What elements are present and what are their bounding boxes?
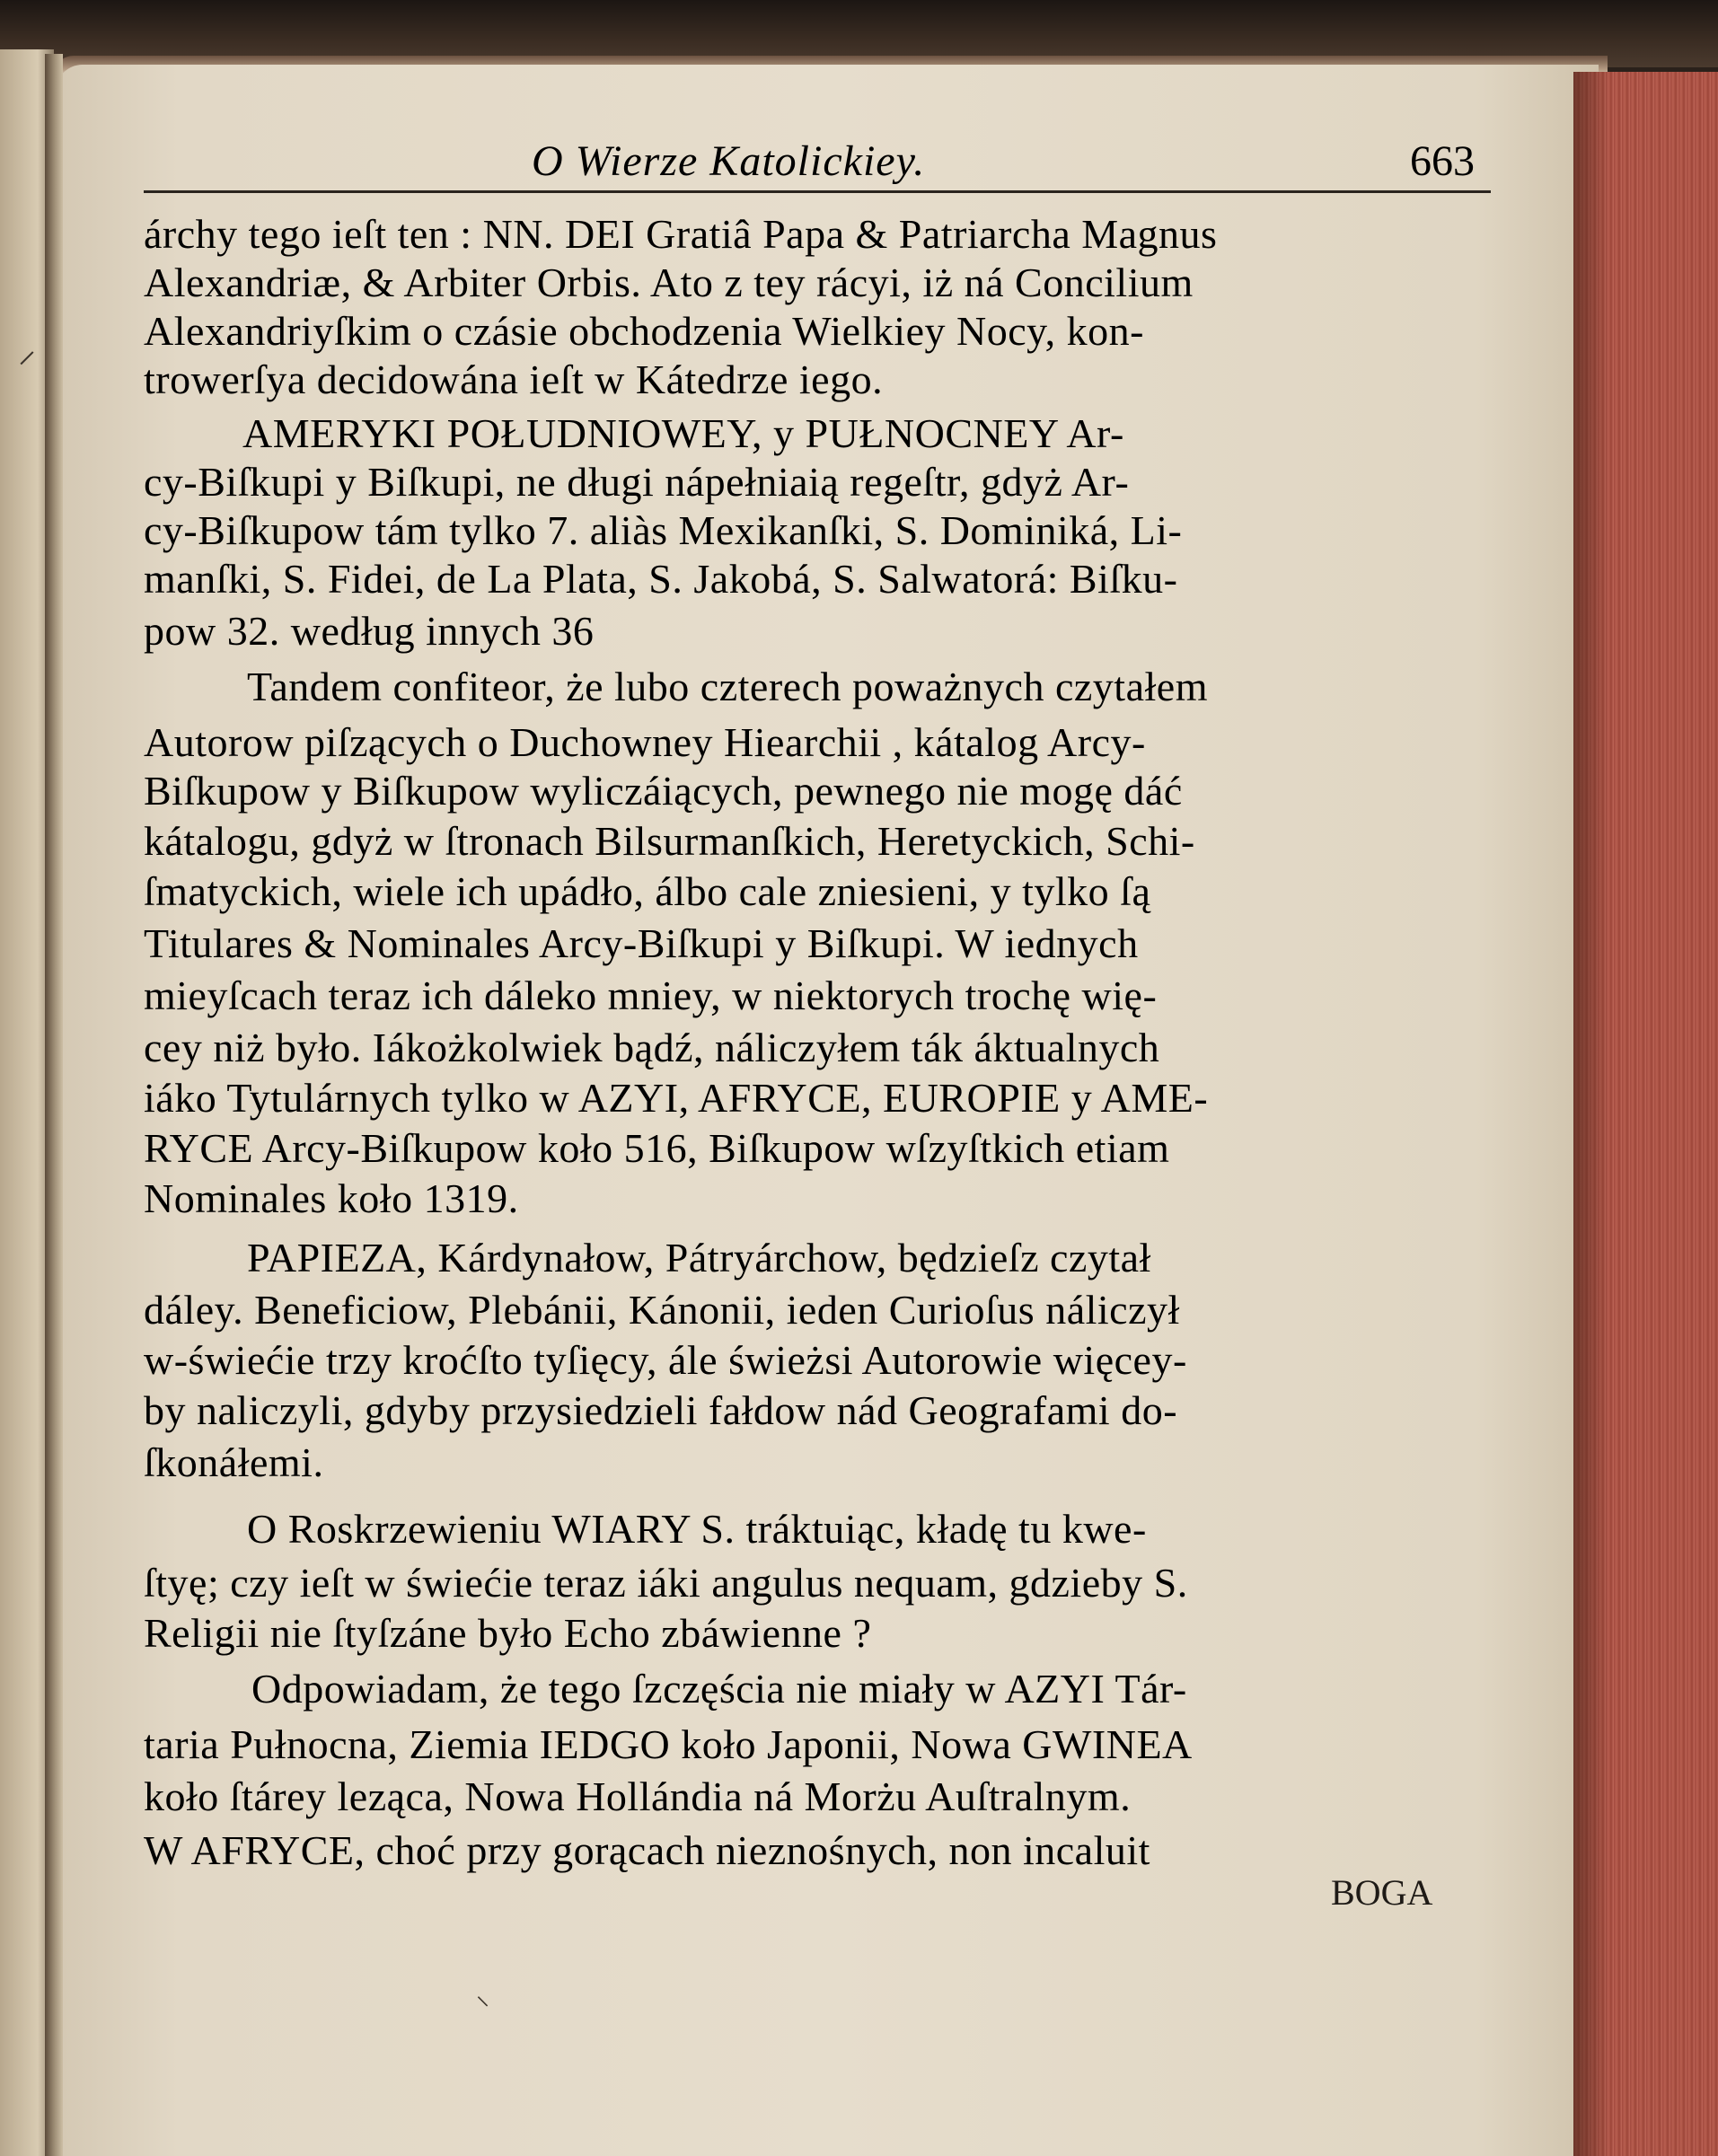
book-gutter <box>45 54 63 2156</box>
text-line: manſki, S. Fidei, de La Plata, S. Jakobá, S. Salwatorá: Biſku- <box>144 556 1178 602</box>
text-line: ſtyę; czy ieſt w świećie teraz iáki angulus nequam, gdzieby S. <box>144 1560 1188 1606</box>
page-number: 663 <box>1410 137 1475 185</box>
text-line: Tandem confiteor, że lubo czterech poważnych czytałem <box>247 664 1208 709</box>
text-line: iáko Tytulárnych tylko w AZYI, AFRYCE, EUROPIE y AME- <box>144 1075 1209 1121</box>
text-line: taria Pułnocna, Ziemia IEDGO koło Japonii, Nowa GWINEA <box>144 1721 1193 1767</box>
running-head <box>144 136 1491 190</box>
text-line: Odpowiadam, że tego ſzczęścia nie miały w AZYI Tár- <box>251 1666 1187 1712</box>
text-line: Autorow piſzących o Duchowney Hiearchii , kátalog Arcy- <box>144 719 1146 765</box>
text-line: trowerſya decidowána ieſt w Kátedrze iego. <box>144 356 884 402</box>
text-line: Religii nie ſtyſzáne było Echo zbáwienne ? <box>144 1610 872 1656</box>
page-block-shadow <box>1573 72 1609 2156</box>
text-line: ſkonáłemi. <box>144 1439 324 1485</box>
header-rule <box>144 190 1491 193</box>
margin-mark: ⸝ <box>18 330 36 370</box>
text-line: Biſkupow y Biſkupow wyliczáiących, pewnego nie mogę dáć <box>144 768 1183 814</box>
text-line: Alexandriæ, & Arbiter Orbis. Ato z tey rácyi, iż ná Concilium <box>144 260 1194 305</box>
text-line: w-świećie trzy kroćſto tyſięcy, ále świeżsi Autorowie więcey- <box>144 1337 1187 1383</box>
text-line: ſmatyckich, wiele ich upádło, álbo cale zniesieni, y tylko ſą <box>144 868 1151 914</box>
text-line: cy-Biſkupow tám tylko 7. aliàs Mexikanſki, S. Dominiká, Li- <box>144 507 1183 553</box>
text-line: Nominales koło 1319. <box>144 1175 519 1221</box>
text-line: by naliczyli, gdyby przysiedzieli fałdow nád Geografami do- <box>144 1387 1178 1433</box>
text-line: Alexandriyſkim o czásie obchodzenia Wielkiey Nocy, kon- <box>144 308 1144 354</box>
text-line: PAPIEZA, Kárdynałow, Pátryárchow, będzieſz czytał <box>247 1235 1151 1280</box>
text-line: koło ſtárey leząca, Nowa Hollándia ná Morżu Auſtralnym. <box>144 1773 1132 1819</box>
text-line: W AFRYCE, choć przy gorącach nieznośnych, non incaluit <box>144 1827 1150 1873</box>
text-line: RYCE Arcy-Biſkupow koło 516, Biſkupow wſzyſtkich etiam <box>144 1125 1170 1171</box>
text-line: Titulares & Nominales Arcy-Biſkupi y Biſkupi. W iednych <box>144 920 1139 966</box>
text-line: kátalogu, gdyż w ſtronach Bilsurmanſkich, Heretyckich, Schi- <box>144 818 1195 864</box>
text-line: pow 32. według innych 36 <box>144 608 595 654</box>
text-line: O Roskrzewieniu WIARY S. tráktuiąc, kładę tu kwe- <box>247 1506 1147 1552</box>
text-line: mieyſcach teraz ich dáleko mniey, w niektorych trochę wię- <box>144 972 1158 1018</box>
running-head-title: O Wierze Katolickiey. <box>532 137 926 185</box>
margin-mark: ⸜ <box>476 1981 489 2011</box>
text-line: AMERYKI POŁUDNIOWEY, y PUŁNOCNEY Ar- <box>242 410 1124 456</box>
text-line: árchy tego ieſt ten : NN. DEI Gratiâ Papa & Patriarcha Magnus <box>144 211 1218 257</box>
text-line: cy-Biſkupi y Biſkupi, ne długi nápełniaią regeſtr, gdyż Ar- <box>144 459 1130 505</box>
text-line: cey niż było. Iákożkolwiek bądź, náliczyłem ták áktualnych <box>144 1025 1160 1070</box>
text-line: dáley. Beneficiow, Plebánii, Kánonii, ieden Curioſus náliczył <box>144 1287 1180 1333</box>
catchword: BOGA <box>1331 1872 1433 1913</box>
